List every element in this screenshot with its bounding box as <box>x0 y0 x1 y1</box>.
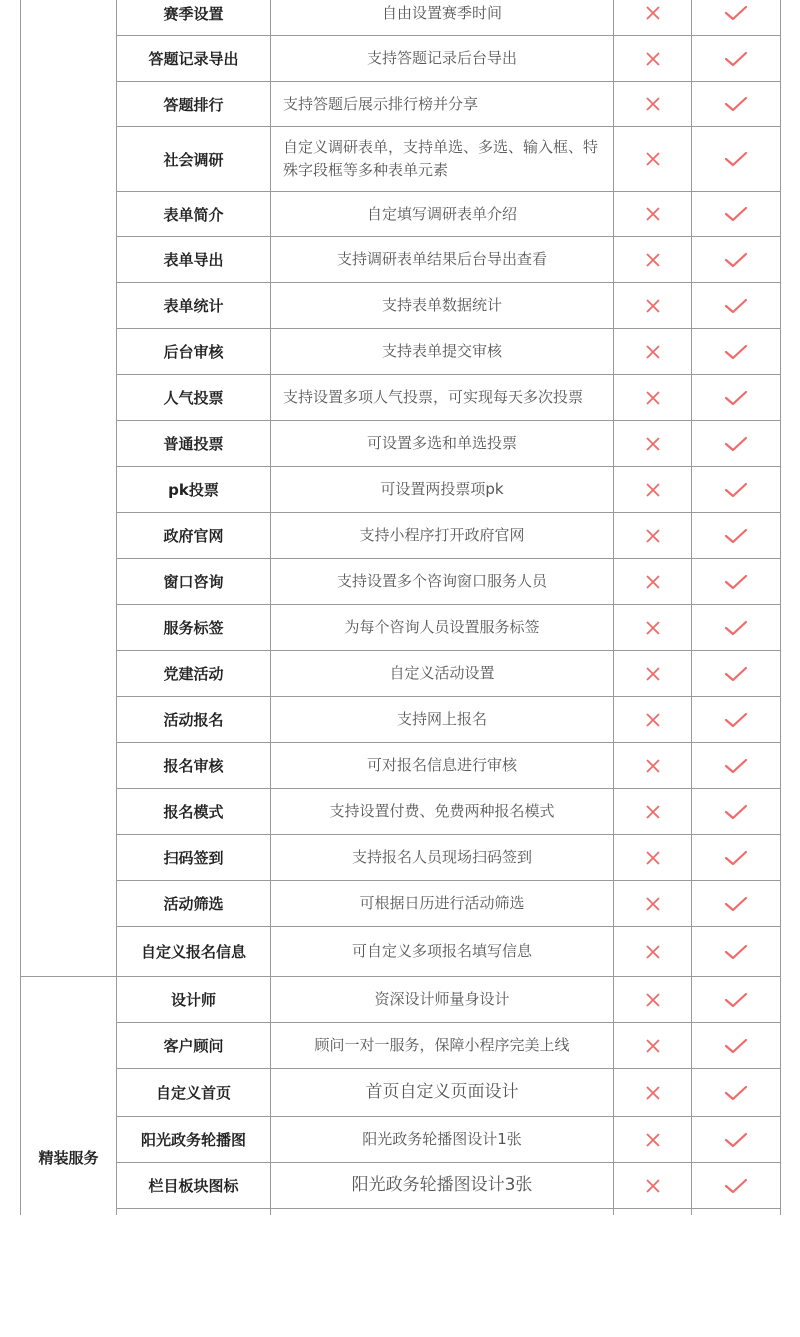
feature-description: 可根据日历进行活动筛选 <box>359 894 525 912</box>
feature-description: 可对报名信息进行审核 <box>366 756 517 774</box>
check-icon <box>724 435 748 453</box>
feature-name: 政府官网 <box>163 527 224 545</box>
basic-plan-cell <box>614 927 691 976</box>
cross-icon <box>645 151 661 167</box>
premium-plan-cell <box>692 651 780 696</box>
feature-description: 支持报名人员现场扫码签到 <box>351 848 532 866</box>
check-icon <box>724 895 748 913</box>
premium-plan-cell <box>692 743 780 788</box>
feature-description: 支持表单提交审核 <box>381 342 502 360</box>
premium-plan-cell <box>692 789 780 834</box>
feature-description: 支持答题记录后台导出 <box>366 49 517 67</box>
basic-plan-cell <box>614 127 691 191</box>
feature-name: 客户顾问 <box>163 1037 224 1055</box>
check-icon <box>724 50 748 68</box>
basic-plan-cell <box>614 329 691 374</box>
feature-name: 窗口咨询 <box>163 573 224 591</box>
cross-icon <box>645 896 661 912</box>
cross-icon <box>645 96 661 112</box>
cross-icon <box>645 252 661 268</box>
feature-description: 阳光政务轮播图设计1张 <box>362 1130 522 1148</box>
feature-description: 支持表单数据统计 <box>381 296 502 314</box>
basic-plan-cell <box>614 605 691 650</box>
check-icon <box>724 665 748 683</box>
premium-plan-cell <box>692 605 780 650</box>
premium-plan-cell <box>692 1163 780 1208</box>
feature-name: 活动报名 <box>163 711 224 729</box>
basic-plan-cell <box>614 283 691 328</box>
premium-plan-cell <box>692 1069 780 1116</box>
feature-description: 可设置多选和单选投票 <box>366 434 517 452</box>
feature-description: 可自定义多项报名填写信息 <box>351 942 532 960</box>
feature-name: 设计师 <box>170 991 216 1009</box>
basic-plan-cell <box>614 559 691 604</box>
premium-plan-cell <box>692 927 780 976</box>
check-icon <box>724 1084 748 1102</box>
premium-plan-cell <box>692 881 780 926</box>
category-label <box>21 0 116 976</box>
cross-icon <box>645 528 661 544</box>
feature-name: 自定义报名信息 <box>140 943 246 961</box>
feature-name: 阳光政务轮播图 <box>140 1131 246 1149</box>
check-icon <box>724 991 748 1009</box>
basic-plan-cell <box>614 513 691 558</box>
cross-icon <box>645 666 661 682</box>
feature-name: 服务标签 <box>163 619 224 637</box>
premium-plan-cell <box>692 329 780 374</box>
basic-plan-cell <box>614 421 691 466</box>
basic-plan-cell <box>614 375 691 420</box>
category-label: 精装服务 <box>38 1148 99 1167</box>
cross-icon <box>645 390 661 406</box>
basic-plan-cell <box>614 1117 691 1162</box>
feature-description: 自定义活动设置 <box>389 664 495 682</box>
basic-plan-cell <box>614 0 691 35</box>
cross-icon <box>645 1178 661 1194</box>
cross-icon <box>645 1085 661 1101</box>
feature-name: 表单导出 <box>163 251 224 269</box>
basic-plan-cell <box>614 1023 691 1068</box>
basic-plan-cell <box>614 1163 691 1208</box>
cross-icon <box>645 1132 661 1148</box>
row-divider <box>116 1208 781 1209</box>
premium-plan-cell <box>692 283 780 328</box>
premium-plan-cell <box>692 375 780 420</box>
basic-plan-cell <box>614 835 691 880</box>
feature-description: 支持设置多项人气投票，可实现每天多次投票 <box>283 388 584 406</box>
premium-plan-cell <box>692 0 780 35</box>
check-icon <box>724 527 748 545</box>
premium-plan-cell <box>692 421 780 466</box>
cross-icon <box>645 620 661 636</box>
feature-name: 自定义首页 <box>155 1084 231 1102</box>
feature-name: 扫码签到 <box>163 849 224 867</box>
feature-description: 支持调研表单结果后台导出查看 <box>336 250 547 268</box>
feature-name: 普通投票 <box>163 435 224 453</box>
basic-plan-cell <box>614 1069 691 1116</box>
feature-description: 资深设计师量身设计 <box>374 990 510 1008</box>
check-icon <box>724 1037 748 1055</box>
feature-description: 自定填写调研表单介绍 <box>366 204 517 223</box>
basic-plan-cell <box>614 36 691 81</box>
feature-description: 自定义调研表单，支持单选、多选、输入框、特殊字段框等多种表单元素 <box>283 138 599 179</box>
cross-icon <box>645 436 661 452</box>
feature-description: 阳光政务轮播图设计3张 <box>351 1175 533 1195</box>
basic-plan-cell <box>614 881 691 926</box>
check-icon <box>724 1131 748 1149</box>
cross-icon <box>645 482 661 498</box>
check-icon <box>724 4 748 22</box>
check-icon <box>724 803 748 821</box>
check-icon <box>724 757 748 775</box>
feature-description: 首页自定义页面设计 <box>365 1082 519 1102</box>
premium-plan-cell <box>692 559 780 604</box>
premium-plan-cell <box>692 127 780 191</box>
feature-name: 栏目板块图标 <box>148 1177 239 1195</box>
basic-plan-cell <box>614 467 691 512</box>
check-icon <box>724 150 748 168</box>
feature-name: pk投票 <box>168 481 219 499</box>
feature-name: 表单统计 <box>163 297 224 315</box>
feature-description: 顾问一对一服务，保障小程序完美上线 <box>314 1036 570 1054</box>
feature-name: 后台审核 <box>163 343 224 361</box>
feature-name: 人气投票 <box>163 389 224 407</box>
basic-plan-cell <box>614 82 691 126</box>
cross-icon <box>645 574 661 590</box>
premium-plan-cell <box>692 697 780 742</box>
check-icon <box>724 297 748 315</box>
premium-plan-cell <box>692 1023 780 1068</box>
feature-description: 自由设置赛季时间 <box>381 3 502 22</box>
check-icon <box>724 711 748 729</box>
check-icon <box>724 849 748 867</box>
basic-plan-cell <box>614 237 691 282</box>
basic-plan-cell <box>614 743 691 788</box>
check-icon <box>724 573 748 591</box>
check-icon <box>724 1177 748 1195</box>
check-icon <box>724 481 748 499</box>
feature-name: 活动筛选 <box>163 895 224 913</box>
basic-plan-cell <box>614 697 691 742</box>
cross-icon <box>645 758 661 774</box>
premium-plan-cell <box>692 467 780 512</box>
check-icon <box>724 943 748 961</box>
premium-plan-cell <box>692 36 780 81</box>
basic-plan-cell <box>614 977 691 1022</box>
premium-plan-cell <box>692 1117 780 1162</box>
basic-plan-cell <box>614 789 691 834</box>
premium-plan-cell <box>692 237 780 282</box>
feature-name: 报名模式 <box>163 803 224 821</box>
check-icon <box>724 343 748 361</box>
check-icon <box>724 389 748 407</box>
cross-icon <box>645 850 661 866</box>
premium-plan-cell <box>692 192 780 236</box>
check-icon <box>724 205 748 223</box>
cross-icon <box>645 344 661 360</box>
feature-name: 报名审核 <box>163 757 224 775</box>
feature-name: 答题记录导出 <box>148 50 239 68</box>
cross-icon <box>645 206 661 222</box>
premium-plan-cell <box>692 835 780 880</box>
cross-icon <box>645 5 661 21</box>
feature-description: 可设置两投票项pk <box>380 480 504 498</box>
cross-icon <box>645 944 661 960</box>
feature-name: 赛季设置 <box>163 4 224 23</box>
feature-name: 表单简介 <box>163 205 224 224</box>
check-icon <box>724 619 748 637</box>
cross-icon <box>645 1038 661 1054</box>
check-icon <box>724 251 748 269</box>
basic-plan-cell <box>614 651 691 696</box>
feature-description: 支持小程序打开政府官网 <box>359 526 525 544</box>
feature-description: 支持设置多个咨询窗口服务人员 <box>336 572 547 590</box>
feature-description: 支持网上报名 <box>396 710 487 728</box>
premium-plan-cell <box>692 977 780 1022</box>
premium-plan-cell <box>692 513 780 558</box>
check-icon <box>724 95 748 113</box>
feature-description: 为每个咨询人员设置服务标签 <box>344 618 540 636</box>
cross-icon <box>645 804 661 820</box>
premium-plan-cell <box>692 82 780 126</box>
feature-name: 党建活动 <box>163 665 224 683</box>
feature-name: 社会调研 <box>163 150 224 169</box>
cross-icon <box>645 712 661 728</box>
feature-description: 支持设置付费、免费两种报名模式 <box>329 802 555 820</box>
column-divider <box>780 0 781 1215</box>
feature-description: 支持答题后展示排行榜并分享 <box>283 94 479 113</box>
cross-icon <box>645 992 661 1008</box>
basic-plan-cell <box>614 192 691 236</box>
feature-name: 答题排行 <box>163 95 224 114</box>
cross-icon <box>645 298 661 314</box>
cross-icon <box>645 51 661 67</box>
